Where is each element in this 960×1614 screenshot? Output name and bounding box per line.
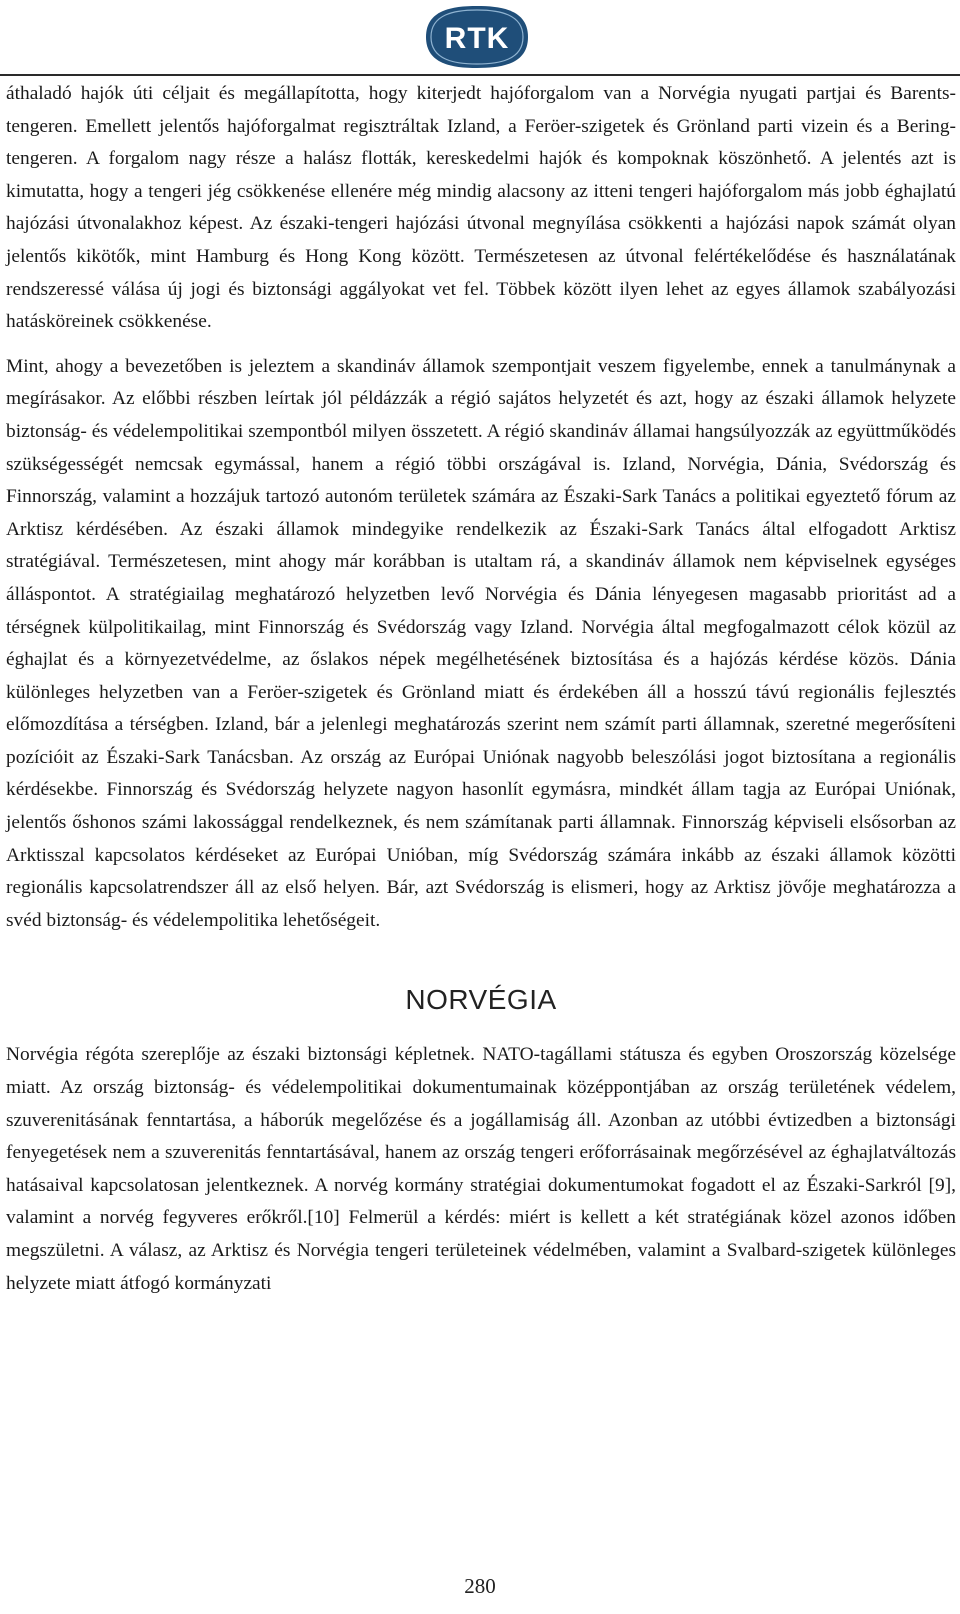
page-number: 280 bbox=[464, 1574, 496, 1598]
section-heading: NORVÉGIA bbox=[405, 984, 557, 1016]
section-paragraph: Norvégia régóta szereplője az északi biztonsági képletnek. NATO-tagállami státusza és egyben Oroszország közelsége miatt. Az ország biztonság- és védelempolitikai dokumentumainak középpontjában az ország területének védelem, szuverenitásának fenntartása, a háborúk megelőzése és a jogállamiság áll. Azonban az utóbbi évtizedben a biztonsági fenyegetések nem a szuverenitás fenntartásával, hanem az ország tengeri erőforrásainak megőrzésével az éghajlatváltozás hatásaival kapcsolatosan jelentkeznek. A norvég kormány stratégiai dokumentumokat fogadott el az Északi-Sarkról [9], valamint a norvég fegyveres erőkről.[10] Felmerül a kérdés: miért is kellett a két stratégiának közel azonos időben megszületni. A válasz, az Arktisz és Norvégia tengeri területeinek védelmében, valamint a Svalbard-szigetek különleges helyzete miatt átfogó kormányzati bbox=[6, 1044, 956, 1294]
logo-text: RTK bbox=[444, 22, 510, 55]
paragraph-1: áthaladó hajók úti céljait és megállapította, hogy kiterjedt hajóforgalom van a Norvégia nyugati partjai és Barents-tengeren. Emellett jelentős hajóforgalmat regisztráltak Izland, a Feröer-szigetek és Grönland parti vizein és a Bering-tengeren. A forgalom nagy része a halász flották, kereskedelmi hajók és kompoknak köszönhető. A jelentés azt is kimutatta, hogy a tengeri jég csökkenése ellenére még mindig alacsony az itteni tengeri hajóforgalom más jobb éghajlatú hajózási útvonalakhoz képest. Az északi-tengeri hajózási útvonal megnyílása csökkenti a hajózási napok számát olyan jelentős kikötők, mint Hamburg és Hong Kong között. Természetesen az útvonal felértékelődése és használatának rendszeressé válása új jogi és biztonsági aggályokat vet fel. Többek között ilyen lehet az egyes államok szabályozási hatásköreinek csökkenése. bbox=[6, 83, 956, 333]
rtk-logo-icon bbox=[422, 4, 532, 70]
rtk-logo bbox=[422, 4, 532, 70]
paragraph-2: Mint, ahogy a bevezetőben is jeleztem a skandináv államok szempontjait veszem figyelembe, ennek a tanulmánynak a megírásakor. Az előbbi részben leírtak jól példázzák a régió sajátos helyzetét és azt, hogy az északi államok helyzete biztonság- és védelempolitikai szempontból milyen összetett. A régió skandináv államai hangsúlyozzák az együttműködés szükségességét nemcsak egymással, hanem a régió többi országával is. Izland, Norvégia, Dánia, Svédország és Finnország, valamint a hozzájuk tartozó autonóm területek számára az Északi-Sark Tanács a politikai egyeztető fórum az Arktisz kérdésében. Az északi államok mindegyike rendelkezik az Északi-Sark Tanács által elfogadott Arktisz stratégiával. Természetesen, mint ahogy már korábban is utaltam rá, a skandináv államok nem képviselnek egységes álláspontot. A stratégiailag meghatározó helyzetben levő Norvégia és Dánia lényegesen magasabb prioritást ad a térségnek külpolitikailag, mint Finnország és Svédország vagy Izland. Norvégia által megfogalmazott célok közül az éghajlat és a környezetvédelme, az őslakos népek megélhetésének biztosítása és a hajózás kérdése közös. Dánia különleges helyzetben van a Feröer-szigetek és Grönland miatt és érdekében áll a hosszú távú regionális fejlesztés előmozdítása a térségben. Izland, bár a jelenlegi meghatározás szerint nem számít parti államnak, szeretné megerősíteni pozícióit az Északi-Sark Tanácsban. Az ország az Európai Uniónak nagyobb beleszólási jogot biztosítana a regionális kérdésekbe. Finnország és Svédország helyzete nagyon hasonlít egymásra, mindkét állam tagja az Európai Uniónak, jelentős őshonos számi lakossággal rendelkeznek, és nem számítanak parti államnak. Finnország képviseli elsősorban az Arktisszal kapcsolatos kérdéseket az Európai Unióban, míg Svédország számára inkább az északi államok közötti regionális kapcsolatrendszer áll az első helyen. Bár, azt Svédország is elismeri, hogy az Arktisz jövője meghatározza a svéd biztonság- és védelempolitika lehetőségeit. bbox=[6, 355, 956, 931]
header-rule bbox=[0, 74, 960, 76]
document-body bbox=[6, 78, 956, 1300]
